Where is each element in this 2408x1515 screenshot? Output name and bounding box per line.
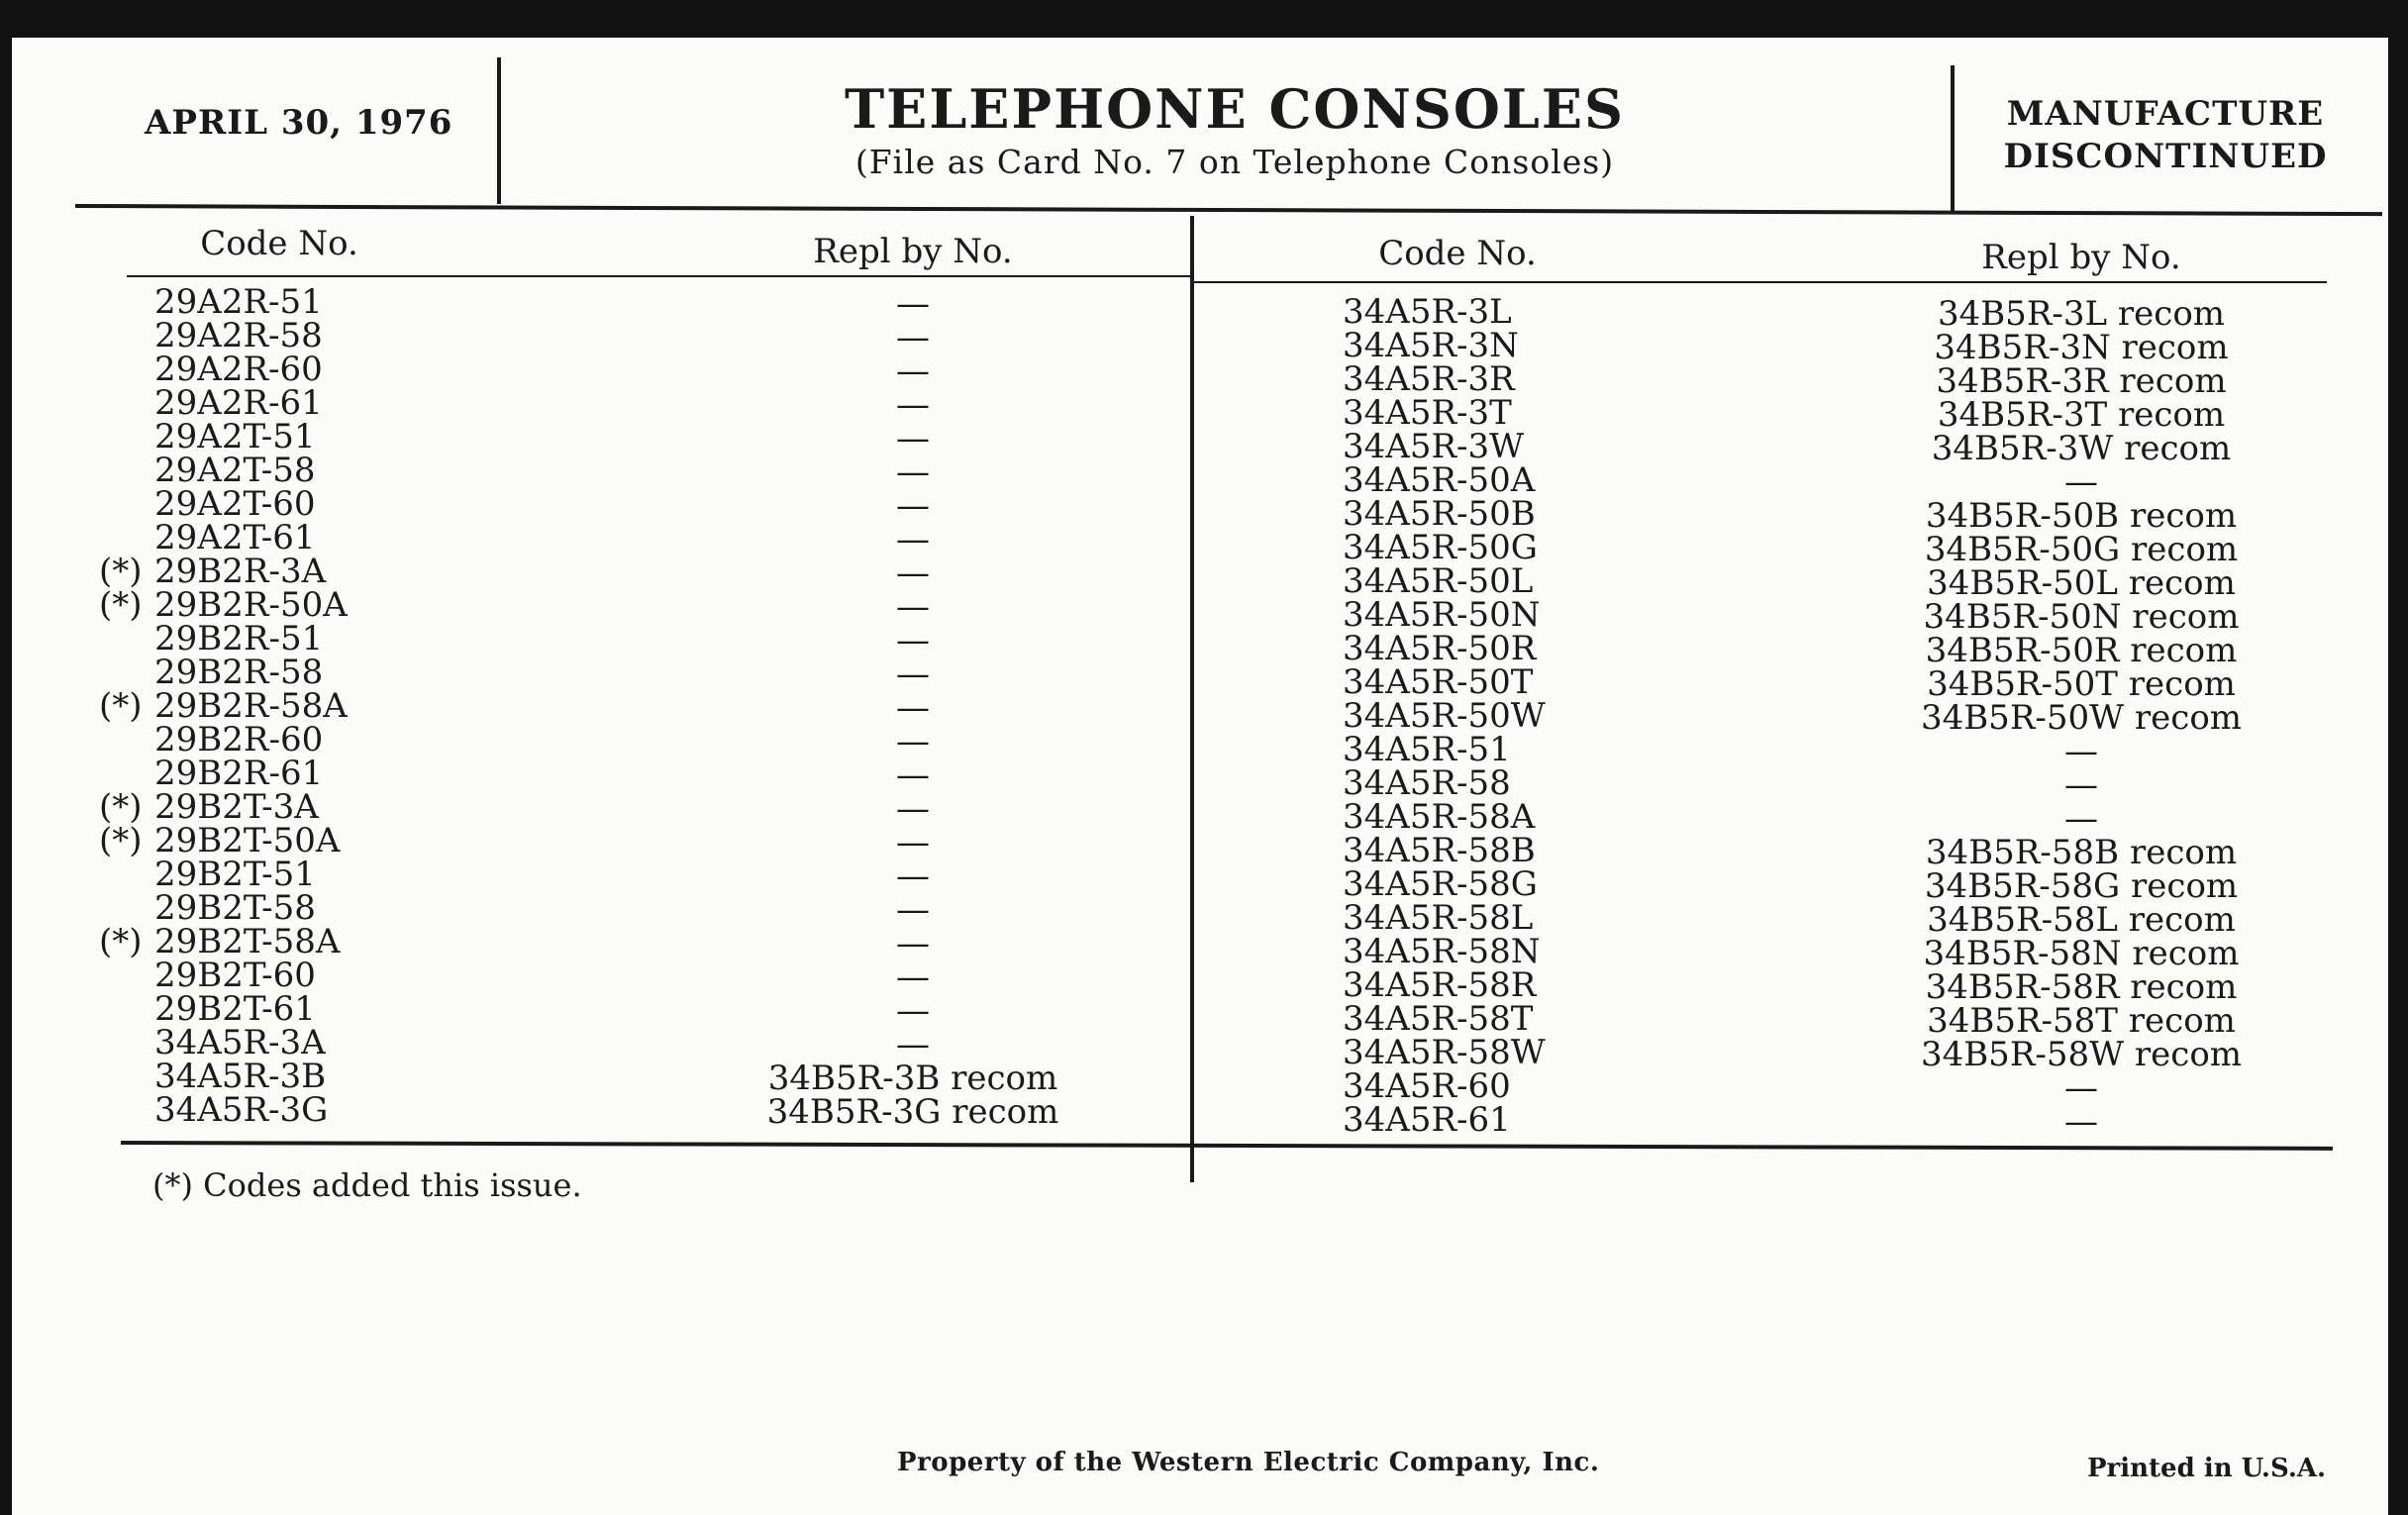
table-row: [1343, 898, 1659, 938]
replacement-number: —: [2064, 1102, 2098, 1142]
replacement-number: 34B5R-50T recom: [1927, 664, 2236, 704]
replacement-number: —: [896, 655, 930, 694]
table-row: [1343, 460, 1659, 500]
replacement-number: —: [2064, 1068, 2098, 1108]
replacement-number: 34B5R-58T recom: [1927, 1001, 2236, 1041]
table-row: [85, 1090, 481, 1130]
table-row: [705, 655, 1121, 694]
code-number: 29B2R-60: [154, 720, 324, 759]
code-number: 34A5R-58R: [1343, 965, 1537, 1005]
table-row: [85, 518, 481, 557]
replacement-number: 34B5R-58R recom: [1925, 967, 2238, 1007]
replacement-number: 34B5R-50N recom: [1923, 597, 2240, 637]
table-row: [705, 823, 1121, 862]
right-code-header: Code No.: [1378, 234, 1537, 273]
table-row: [1343, 528, 1659, 567]
code-number: 29B2T-58A: [154, 922, 341, 961]
table-row: [85, 653, 481, 692]
table-row: [1873, 1001, 2289, 1041]
replacement-number: 34B5R-50R recom: [1925, 631, 2238, 670]
table-row: [1873, 563, 2289, 603]
code-number: 34A5R-3N: [1343, 326, 1519, 365]
table-row: [85, 1023, 481, 1062]
code-number: 34A5R-3R: [1343, 359, 1515, 399]
table-row: [85, 989, 481, 1029]
table-row: [85, 720, 481, 759]
code-number: 34A5R-3L: [1343, 292, 1512, 332]
replacement-number: —: [896, 419, 930, 458]
table-row: [705, 621, 1121, 660]
table-row: [705, 587, 1121, 627]
code-number: 34A5R-58A: [1343, 797, 1536, 837]
table-row: [85, 316, 481, 355]
table-row: [1873, 765, 2289, 805]
table-row: [705, 722, 1121, 761]
code-number: 29A2T-61: [154, 518, 316, 557]
replacement-number: —: [2064, 732, 2098, 771]
left-subheader-rule: [127, 275, 1190, 277]
header-divider-right: [1951, 65, 1955, 212]
table-row: [1343, 595, 1659, 635]
table-row: [705, 789, 1121, 829]
table-row: [1873, 866, 2289, 906]
table-row: [1873, 429, 2289, 468]
code-number: 34A5R-3B: [154, 1057, 327, 1096]
footer-printed: Printed in U.S.A.: [2087, 1454, 2327, 1483]
code-number: 34A5R-58N: [1343, 932, 1541, 971]
table-row: [1343, 292, 1659, 332]
table-row: (*) 29B2R-58A: [99, 686, 348, 726]
replacement-number: —: [896, 284, 930, 324]
table-row: [705, 419, 1121, 458]
status-label: [1977, 93, 2354, 178]
table-row: [1873, 833, 2289, 872]
code-number: 29B2T-60: [154, 956, 316, 995]
page-subtitle: (File as Card No. 7 on Telephone Consoles): [854, 143, 1615, 181]
table-row: [705, 554, 1121, 593]
table-row: [705, 284, 1121, 324]
replacement-number: 34B5R-58B recom: [1925, 833, 2238, 872]
table-row: [1343, 730, 1659, 769]
table-row: [1873, 1068, 2289, 1108]
table-row: [1873, 799, 2289, 839]
table-row: [1873, 1035, 2289, 1074]
code-number: 29A2R-61: [154, 383, 323, 423]
table-row: [1343, 763, 1659, 803]
code-number: 29A2T-51: [154, 417, 316, 456]
table-row: [85, 1057, 481, 1096]
replacement-number: —: [896, 554, 930, 593]
code-number: 29B2R-51: [154, 619, 324, 658]
code-number: 34A5R-58: [1343, 763, 1511, 803]
table-row: [1873, 732, 2289, 771]
code-number: 34A5R-3G: [154, 1090, 329, 1130]
code-number: 29B2T-51: [154, 855, 316, 894]
table-row: (*) 29B2R-3A: [99, 552, 327, 591]
replacement-number: —: [896, 621, 930, 660]
replacement-number: —: [2064, 765, 2098, 805]
left-repl-column: [705, 284, 1121, 1132]
table-row: [1343, 1100, 1659, 1140]
table-row: [1343, 662, 1659, 702]
header-divider-left: [497, 57, 501, 204]
table-row: [85, 350, 481, 389]
replacement-number: 34B5R-3N recom: [1934, 328, 2229, 367]
table-row: [705, 318, 1121, 357]
table-row: (*) 29B2T-58A: [99, 922, 341, 961]
replacement-number: 34B5R-58G recom: [1924, 866, 2239, 906]
code-number: 34A5R-50R: [1343, 629, 1537, 668]
table-row: [1343, 561, 1659, 601]
replacement-number: 34B5R-50G recom: [1924, 530, 2239, 569]
code-number: 34A5R-50N: [1343, 595, 1541, 635]
table-center-divider: [1190, 216, 1194, 1182]
table-row: [85, 754, 481, 793]
code-number: 34A5R-58G: [1343, 864, 1538, 904]
table-row: [1873, 664, 2289, 704]
replacement-number: —: [896, 823, 930, 862]
code-number: 34A5R-51: [1343, 730, 1511, 769]
replacement-number: 34B5R-3B recom: [767, 1059, 1058, 1098]
table-bottom-rule: [121, 1141, 2333, 1151]
replacement-number: 34B5R-3R recom: [1936, 361, 2227, 401]
code-number: 34A5R-3A: [154, 1023, 326, 1062]
table-row: [1343, 427, 1659, 466]
header-rule: [75, 204, 2382, 216]
left-code-header: Code No.: [200, 224, 358, 263]
code-number: 34A5R-50A: [1343, 460, 1536, 500]
replacement-number: 34B5R-50B recom: [1925, 496, 2238, 536]
footer-property: Property of the Western Electric Company, Inc.: [897, 1448, 1600, 1477]
code-number: 34A5R-50T: [1343, 662, 1534, 702]
replacement-number: —: [896, 890, 930, 930]
status-line-1: MANUFACTURE: [2006, 94, 2325, 134]
table-row: [705, 688, 1121, 728]
table-row: [1873, 900, 2289, 940]
replacement-number: 34B5R-58N recom: [1923, 934, 2240, 973]
table-row: [705, 924, 1121, 963]
table-row: [1343, 864, 1659, 904]
right-repl-column: [1873, 294, 2289, 1142]
table-row: [1873, 328, 2289, 367]
replacement-number: —: [896, 453, 930, 492]
table-row: [705, 1025, 1121, 1064]
code-number: 29A2T-58: [154, 451, 316, 490]
table-row: (*) 29B2T-3A: [99, 787, 319, 827]
table-row: [1343, 629, 1659, 668]
replacement-number: 34B5R-50L recom: [1927, 563, 2236, 603]
table-row: [85, 619, 481, 658]
table-row: (*) 29B2T-50A: [99, 821, 341, 860]
table-row: (*) 29B2R-50A: [99, 585, 348, 625]
table-row: [85, 888, 481, 928]
table-row: [1873, 631, 2289, 670]
table-row: [705, 486, 1121, 526]
table-row: [1343, 326, 1659, 365]
replacement-number: —: [896, 520, 930, 559]
code-number: 34A5R-58L: [1343, 898, 1534, 938]
replacement-number: —: [896, 318, 930, 357]
replacement-number: —: [896, 385, 930, 425]
table-row: [1343, 932, 1659, 971]
table-row: [1343, 494, 1659, 534]
replacement-number: —: [2064, 799, 2098, 839]
replacement-number: 34B5R-3G recom: [766, 1092, 1059, 1132]
code-number: 29B2R-61: [154, 754, 324, 793]
left-code-column: [85, 282, 481, 1130]
table-row: [1343, 965, 1659, 1005]
table-row: [1873, 698, 2289, 738]
replacement-number: —: [896, 924, 930, 963]
table-row: [1343, 393, 1659, 433]
table-row: [705, 890, 1121, 930]
document-card: [12, 38, 2388, 1515]
code-number: 34A5R-3T: [1343, 393, 1512, 433]
replacement-number: —: [896, 857, 930, 896]
right-repl-header: Repl by No.: [1981, 238, 2181, 277]
table-row: [85, 451, 481, 490]
code-number: 29B2R-50A: [154, 585, 348, 625]
replacement-number: —: [896, 722, 930, 761]
code-number: 29A2T-60: [154, 484, 316, 524]
code-number: 29B2T-58: [154, 888, 316, 928]
page-title: TELEPHONE CONSOLES: [845, 77, 1625, 141]
table-row: [1343, 696, 1659, 736]
table-row: [705, 991, 1121, 1031]
code-number: 29A2R-58: [154, 316, 323, 355]
code-number: 34A5R-58W: [1343, 1033, 1546, 1072]
replacement-number: 34B5R-50W recom: [1920, 698, 2243, 738]
table-row: [1873, 1102, 2289, 1142]
code-number: 34A5R-3W: [1343, 427, 1525, 466]
replacement-number: 34B5R-58L recom: [1927, 900, 2236, 940]
code-number: 34A5R-58T: [1343, 999, 1534, 1039]
code-number: 29B2T-3A: [154, 787, 319, 827]
status-line-2: DISCONTINUED: [2003, 137, 2328, 176]
issue-date: APRIL 30, 1976: [145, 103, 453, 143]
replacement-number: —: [896, 587, 930, 627]
code-number: 29B2R-58A: [154, 686, 348, 726]
table-row: [1873, 934, 2289, 973]
table-row: [1343, 1033, 1659, 1072]
table-row: [85, 417, 481, 456]
code-number: 29B2R-58: [154, 653, 324, 692]
table-row: [1873, 597, 2289, 637]
code-number: 34A5R-50G: [1343, 528, 1538, 567]
code-number: 34A5R-61: [1343, 1100, 1511, 1140]
table-row: [1343, 359, 1659, 399]
code-number: 34A5R-60: [1343, 1066, 1511, 1106]
replacement-number: —: [896, 688, 930, 728]
replacement-number: 34B5R-3T recom: [1937, 395, 2226, 435]
table-row: [705, 453, 1121, 492]
right-subheader-rule: [1194, 281, 2327, 283]
table-row: [1343, 797, 1659, 837]
replacement-number: —: [896, 352, 930, 391]
replacement-number: —: [896, 789, 930, 829]
replacement-number: 34B5R-3W recom: [1931, 429, 2232, 468]
code-number: 29B2T-50A: [154, 821, 341, 860]
table-row: [705, 385, 1121, 425]
table-row: [1343, 831, 1659, 870]
table-row: [705, 1092, 1121, 1132]
table-row: [705, 857, 1121, 896]
table-row: [1873, 496, 2289, 536]
footnote: (*) Codes added this issue.: [152, 1166, 582, 1204]
table-row: [85, 855, 481, 894]
replacement-number: —: [896, 991, 930, 1031]
table-row: [85, 282, 481, 322]
table-row: [705, 352, 1121, 391]
code-number: 29B2R-3A: [154, 552, 327, 591]
table-row: [85, 383, 481, 423]
table-row: [705, 520, 1121, 559]
code-number: 34A5R-50W: [1343, 696, 1546, 736]
table-row: [1873, 462, 2289, 502]
replacement-number: —: [896, 486, 930, 526]
table-row: [1873, 294, 2289, 334]
table-row: [1873, 361, 2289, 401]
code-number: 29A2R-51: [154, 282, 323, 322]
table-row: [1343, 999, 1659, 1039]
replacement-number: —: [2064, 462, 2098, 502]
table-row: [85, 956, 481, 995]
table-row: [705, 756, 1121, 795]
table-row: [1873, 530, 2289, 569]
replacement-number: —: [896, 958, 930, 997]
replacement-number: 34B5R-3L recom: [1937, 294, 2226, 334]
replacement-number: 34B5R-58W recom: [1920, 1035, 2243, 1074]
table-row: [1873, 967, 2289, 1007]
code-number: 34A5R-50L: [1343, 561, 1534, 601]
table-row: [705, 1059, 1121, 1098]
left-repl-header: Repl by No.: [813, 232, 1013, 271]
code-number: 34A5R-50B: [1343, 494, 1536, 534]
replacement-number: —: [896, 1025, 930, 1064]
code-number: 34A5R-58B: [1343, 831, 1536, 870]
table-row: [85, 484, 481, 524]
right-code-column: [1343, 292, 1659, 1140]
table-row: [1343, 1066, 1659, 1106]
table-row: [1873, 395, 2289, 435]
code-number: 29B2T-61: [154, 989, 316, 1029]
code-number: 29A2R-60: [154, 350, 323, 389]
replacement-number: —: [896, 756, 930, 795]
table-row: [705, 958, 1121, 997]
